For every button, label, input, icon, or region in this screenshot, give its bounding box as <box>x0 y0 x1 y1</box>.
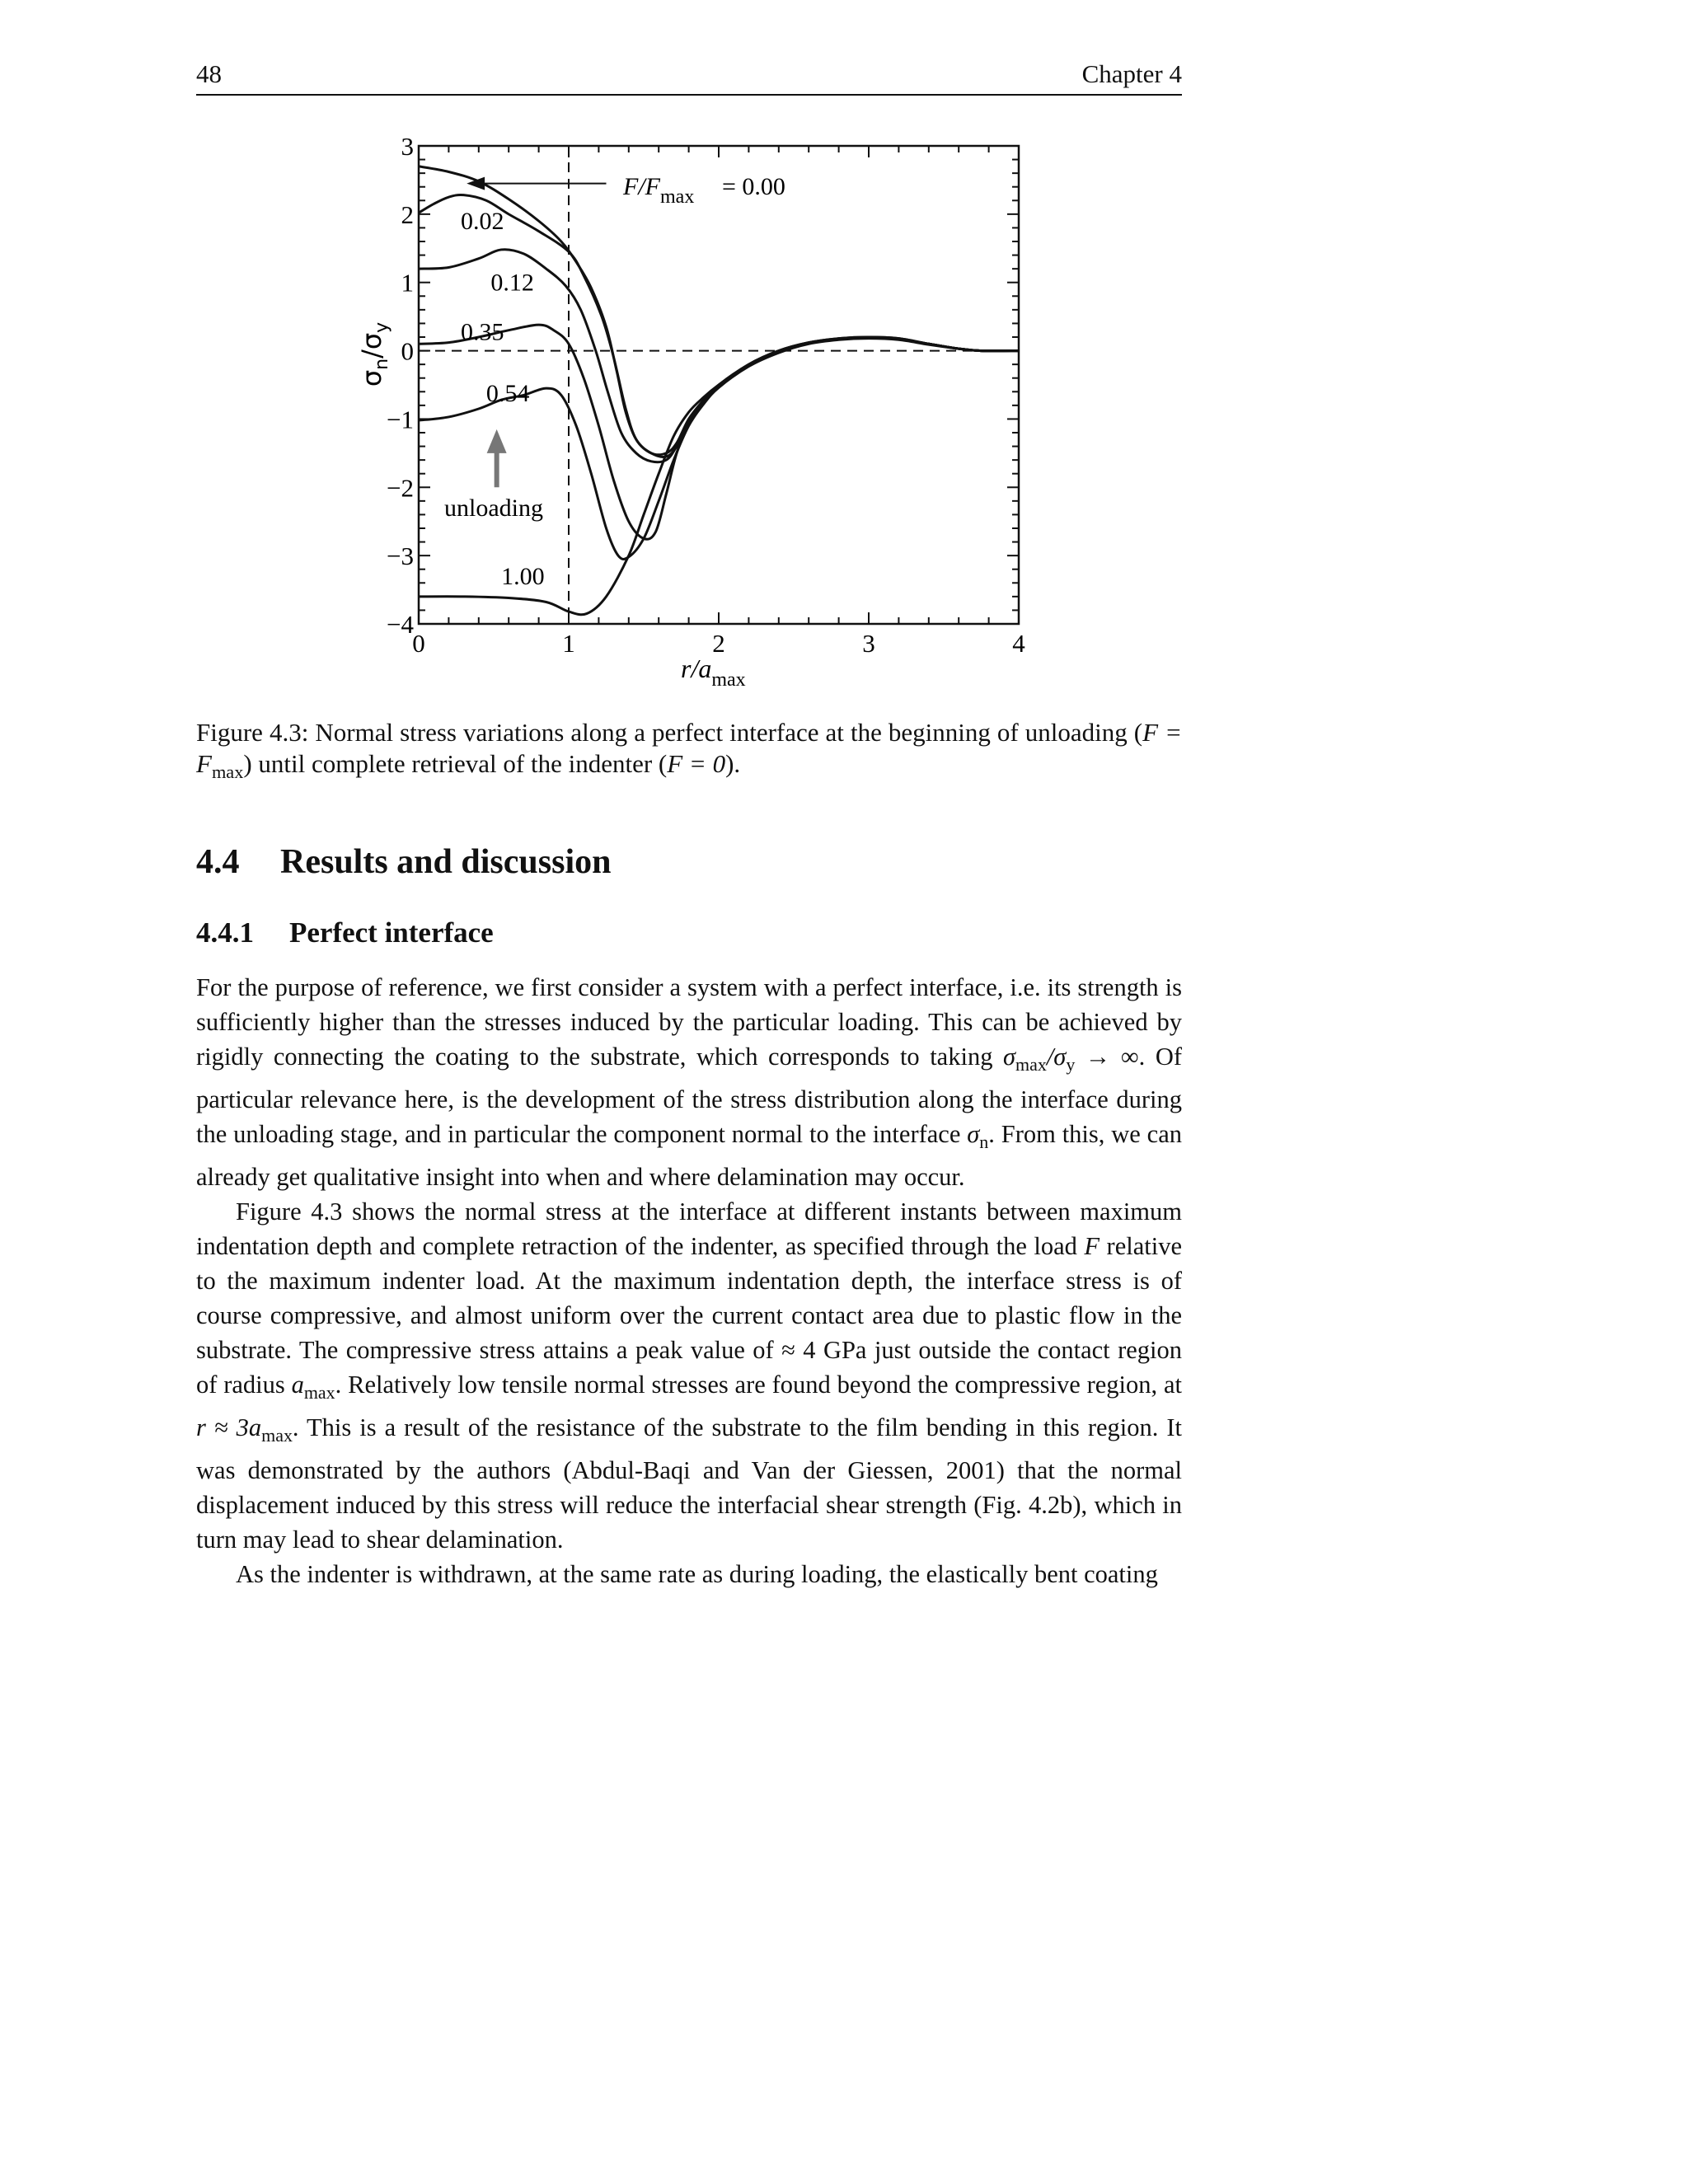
y-tick-label: 2 <box>401 199 414 229</box>
x-tick-label: 3 <box>862 629 875 658</box>
series-line-0.02 <box>419 194 1019 457</box>
unloading-arrowhead <box>487 429 507 453</box>
x-tick-label: 2 <box>712 629 725 658</box>
y-tick-label: 3 <box>401 132 414 161</box>
chapter-title: Chapter 4 <box>1081 59 1182 88</box>
y-tick-label: −2 <box>387 473 414 503</box>
y-tick-label: −1 <box>387 405 414 434</box>
y-tick-label: −4 <box>387 610 414 639</box>
x-tick-label: 1 <box>562 629 575 658</box>
section-heading: 4.4 Results and discussion <box>196 843 612 881</box>
x-tick-label: 0 <box>412 629 425 658</box>
unloading-label: unloading <box>444 494 543 522</box>
subsection-heading: 4.4.1 Perfect interface <box>196 916 494 949</box>
y-tick-label: −3 <box>387 541 414 571</box>
paragraph-2: Figure 4.3 shows the normal stress at the interface at different instants between maximum indentation depth and complete retraction of the indenter, as specified through the load F relative to the maximum indenter load. At the maximum indentation depth, the interface stress is of course compressive, and almost uniform over the current contact area due to plastic flow in the substrate. The compressive stress attains a peak value of ≈ 4 GPa just outside the contact region of radius $a_{max}$. Relatively low tensile normal stresses are found beyond the compressive region, at $r \approx 3a_{max}$. This is a result of the resistance of the substrate to the film bending in this region. It was demonstrated by the authors (Abdul-Baqi and Van der Giessen, 2001) that the normal displacement induced by this stress will reduce the interfacial shear strength (Fig. 4.2b), which in turn may lead to shear delamination. <box>196 1197 1182 1554</box>
series-label-0.12: 0.12 <box>490 269 534 297</box>
y-tick-label: 0 <box>401 336 414 366</box>
series-label-0.02: 0.02 <box>460 208 504 236</box>
x-tick-label: 4 <box>1012 629 1025 658</box>
paragraph-3: As the indenter is withdrawn, at the same rate as during loading, the elastically bent coating <box>236 1560 1158 1589</box>
legend-prefix: $F/F_{max}$ <box>623 173 695 208</box>
y-axis-label: $\sigma_n/\sigma_y$ <box>356 321 392 387</box>
x-axis-label: $r/a_{max}$ <box>681 654 746 691</box>
body-text <box>196 970 1182 1591</box>
series-label-0.54: 0.54 <box>485 379 530 407</box>
series-line-0.00 <box>419 166 1019 455</box>
series-label-0.35: 0.35 <box>460 318 504 346</box>
series-line-0.54 <box>419 339 1019 560</box>
paragraph-1: For the purpose of reference, we first consider a system with a perfect interface, i.e. its strength is sufficiently higher than the stresses induced by the particular loading. This can be achieved by rigidly connecting the coating to the substrate, which corresponds to taking $\sigma_{max}/\sigma_y$ → ∞. Of particular relevance here, is the development of the stress distribution along the interface during the unloading stage, and in particular the component normal to the interface $\sigma_n$. From this, we can already get qualitative insight into when and where delamination may occur. <box>196 973 1183 1192</box>
page-number: 48 <box>196 59 222 88</box>
series-label-1.00: 1.00 <box>501 563 545 590</box>
figure-caption: Figure 4.3: Normal stress variations along a perfect interface at the beginning of unloading $(F = F_{max})$ until complete retrieval of the indenter (F = 0). <box>196 718 1182 783</box>
y-tick-label: 1 <box>401 268 414 298</box>
legend-value: = 0.00 <box>722 173 785 200</box>
stress-chart <box>0 0 1688 725</box>
